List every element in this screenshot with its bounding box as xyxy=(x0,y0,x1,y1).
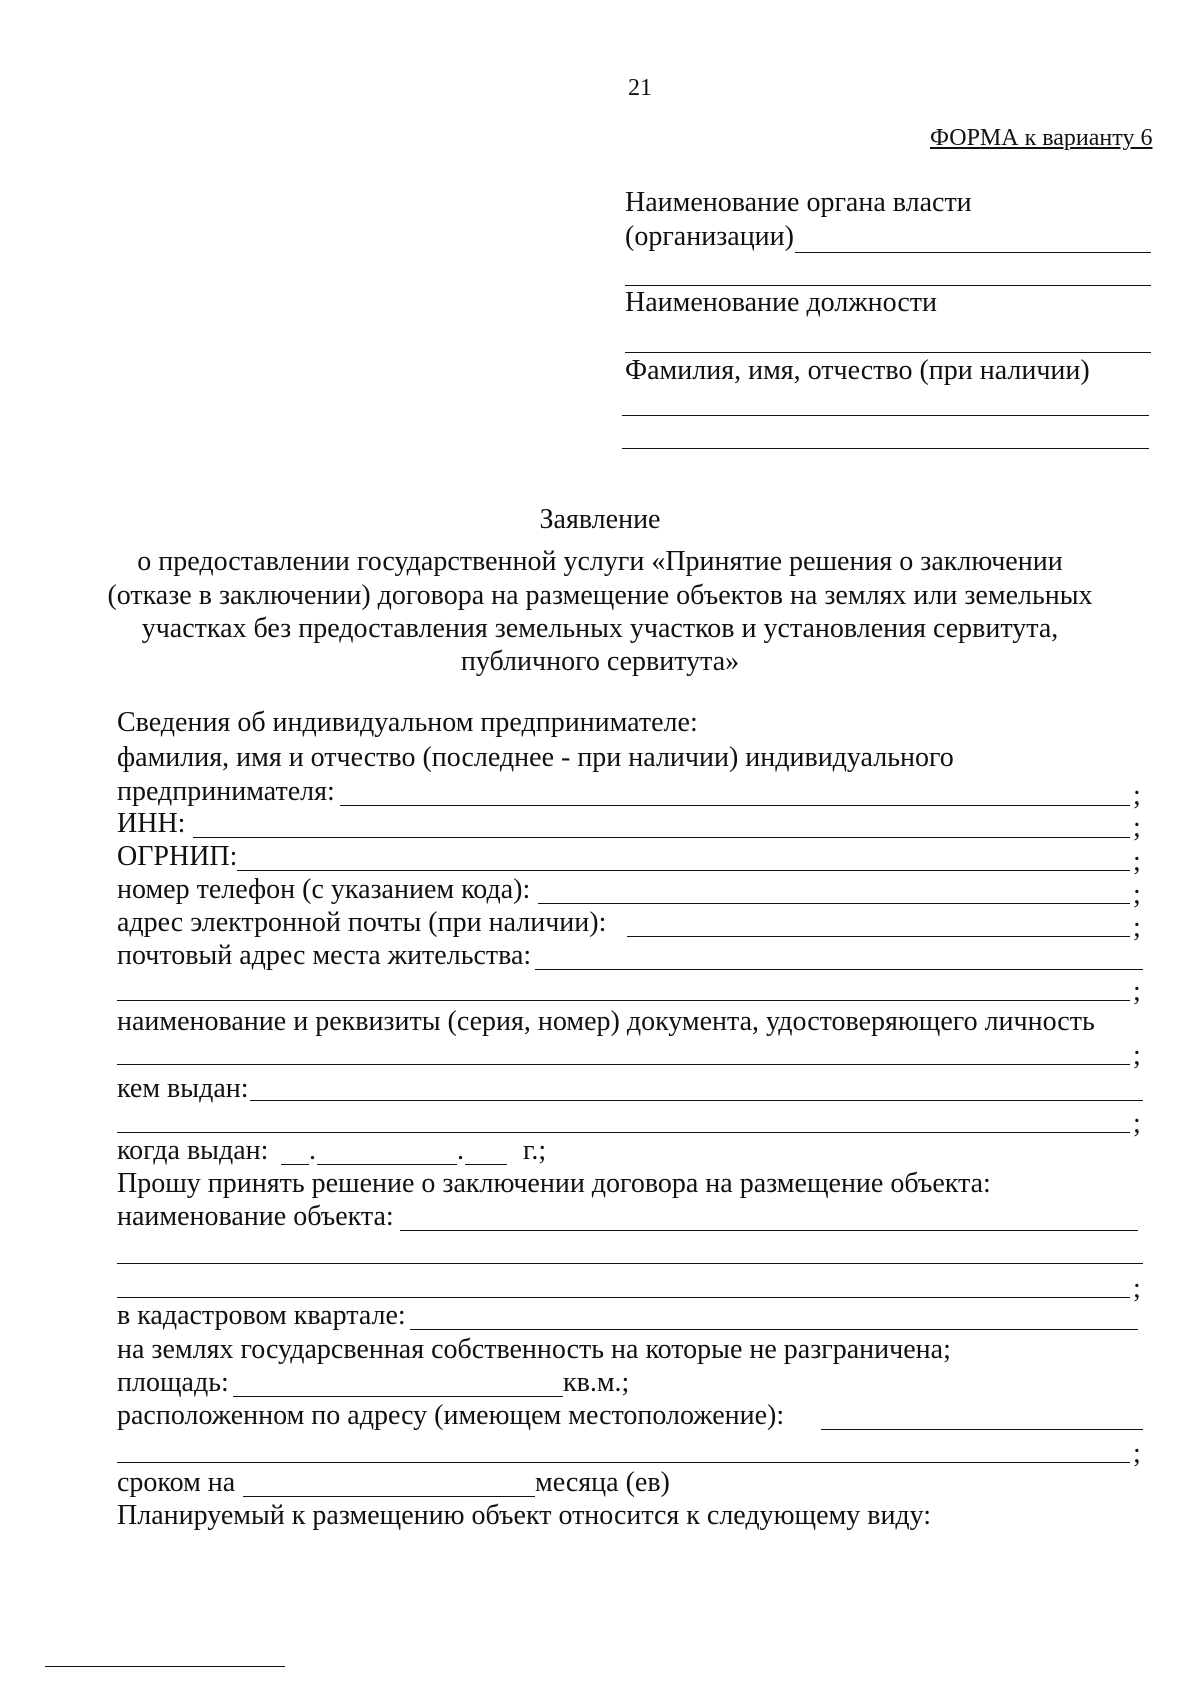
cadastral-label: в кадастровом квартале: xyxy=(117,1300,406,1331)
addressee-organ-label-2: (организации) xyxy=(625,221,794,252)
object-name-field-2[interactable] xyxy=(117,1263,1143,1264)
issued-by-label: кем выдан: xyxy=(117,1073,249,1104)
term-unit: месяца (ев) xyxy=(535,1467,670,1498)
page-number: 21 xyxy=(628,75,652,101)
request-text: Прошу принять решение о заключении договора на размещение объекта: xyxy=(117,1168,991,1199)
object-name-field[interactable] xyxy=(400,1230,1138,1231)
postal-address-label: почтовый адрес места жительства: xyxy=(117,940,532,971)
document-subject-line-2: (отказе в заключении) договора на размещение объектов на землях или земельных xyxy=(107,580,1093,611)
addressee-position-field[interactable] xyxy=(625,352,1151,353)
semicolon: ; xyxy=(1133,780,1141,811)
address-field-2[interactable] xyxy=(117,1462,1130,1463)
email-label: адрес электронной почты (при наличии): xyxy=(117,907,607,938)
addressee-fio-field[interactable] xyxy=(622,415,1149,416)
semicolon: ; xyxy=(1133,1040,1141,1071)
email-field[interactable] xyxy=(627,936,1130,937)
issued-when-label: когда выдан: xyxy=(117,1135,269,1166)
term-label: сроком на xyxy=(117,1467,236,1498)
ip-fio-field[interactable] xyxy=(340,805,1130,806)
form-label: ФОРМА к варианту 6 xyxy=(930,125,1153,151)
address-field[interactable] xyxy=(821,1429,1143,1430)
ip-fio-label-2: предпринимателя: xyxy=(117,776,335,807)
object-name-label: наименование объекта: xyxy=(117,1201,394,1232)
cadastral-field[interactable] xyxy=(410,1329,1138,1330)
semicolon: ; xyxy=(1133,1273,1141,1304)
issued-month-field[interactable] xyxy=(317,1164,457,1165)
addressee-fio-field-2[interactable] xyxy=(622,448,1149,449)
issued-year-suffix: г.; xyxy=(523,1135,547,1166)
id-document-field[interactable] xyxy=(117,1064,1130,1065)
planned-object-text: Планируемый к размещению объект относится к следующему виду: xyxy=(117,1500,932,1531)
semicolon: ; xyxy=(1133,1438,1141,1469)
document-subject-line-1: о предоставлении государственной услуги «Принятие решения о заключении xyxy=(137,546,1063,577)
phone-field[interactable] xyxy=(538,903,1130,904)
phone-label: номер телефон (с указанием кода): xyxy=(117,874,531,905)
semicolon: ; xyxy=(1133,879,1141,910)
postal-address-field-2[interactable] xyxy=(117,1000,1130,1001)
issued-year-field[interactable] xyxy=(465,1164,507,1165)
semicolon: ; xyxy=(1133,1108,1141,1139)
area-unit: кв.м.; xyxy=(563,1367,630,1398)
issued-when-separator: . xyxy=(457,1135,464,1166)
footnote-separator xyxy=(45,1666,285,1667)
object-name-field-3[interactable] xyxy=(117,1297,1130,1298)
inn-label: ИНН: xyxy=(117,808,186,839)
issued-by-field-2[interactable] xyxy=(117,1132,1130,1133)
addressee-organ-field-2[interactable] xyxy=(625,285,1151,286)
area-field[interactable] xyxy=(233,1396,563,1397)
ogrnip-field[interactable] xyxy=(237,870,1130,871)
issued-day-field[interactable] xyxy=(281,1164,309,1165)
semicolon: ; xyxy=(1133,846,1141,877)
addressee-position-label: Наименование должности xyxy=(625,287,937,318)
addressee-fio-label: Фамилия, имя, отчество (при наличии) xyxy=(625,355,1090,386)
id-document-label: наименование и реквизиты (серия, номер) документа, удостоверяющего личность xyxy=(117,1006,1095,1037)
semicolon: ; xyxy=(1133,912,1141,943)
inn-field[interactable] xyxy=(193,837,1130,838)
ip-fio-label: фамилия, имя и отчество (последнее - при наличии) индивидуального xyxy=(117,742,954,773)
issued-by-field[interactable] xyxy=(250,1100,1143,1101)
postal-address-field[interactable] xyxy=(535,969,1143,970)
ip-section-heading: Сведения об индивидуальном предпринимателе: xyxy=(117,707,698,738)
semicolon: ; xyxy=(1133,812,1141,843)
term-field[interactable] xyxy=(243,1496,535,1497)
document-subject-line-3: участках без предоставления земельных участков и установления сервитута, xyxy=(141,613,1059,644)
issued-when-separator: . xyxy=(309,1135,316,1166)
ogrnip-label: ОГРНИП: xyxy=(117,841,238,872)
lands-text: на землях государсвенная собственность на которые не разграничена; xyxy=(117,1334,951,1365)
document-subject-line-4: публичного сервитута» xyxy=(460,646,740,677)
semicolon: ; xyxy=(1133,976,1141,1007)
addressee-organ-label: Наименование органа власти xyxy=(625,187,972,218)
addressee-organ-field[interactable] xyxy=(795,252,1151,253)
area-label: площадь: xyxy=(117,1367,229,1398)
address-label: расположенном по адресу (имеющем местоположение): xyxy=(117,1400,785,1431)
document-heading: Заявление xyxy=(539,504,661,535)
